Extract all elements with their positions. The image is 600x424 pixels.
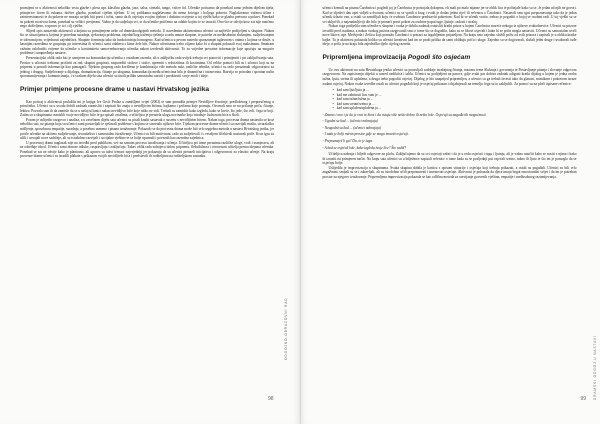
dialogue-line: - Prepoznaješ li ga? Da, to je tuga.: [322, 139, 373, 144]
dialogue-line: - Znamo i ono i ja da je vrat to život i da ostaju više nešto dobro ili nešto loše. Osjećaji su nagađa tih mogućnosti.: [322, 112, 487, 117]
list-item: • kad sam uplašen/uplašena ja ...: [332, 106, 382, 111]
left-page-content: [20, 6, 274, 159]
dialogue-line: - A kad se osjećaš loše, kako izgleda tvoje lice? Što radiš?: [322, 145, 407, 150]
running-section-label: ODGOJNO-OBRAZOVNI RAD: [284, 297, 288, 360]
right-page: [301, 0, 600, 424]
prompt-list: [323, 88, 577, 111]
paragraph: Učiteljica nabraja i bilježi odgovore na ploču. Zaključujemo da su svi osjećaji važni i da je u redu osjećati i tugu i ljutnju, ali je važno naučiti kako se nositi s njima i kako ih izraziti na primjeren način. Na kraju sata učenici su u bilježnice zapisali rečenice o tome kada su se posljednji put osjećali sretno, tužno ili ljuto te što im je pomoglo da se osjećaju bolje.: [322, 152, 577, 166]
list-item: • kad sam sretan/sretna ja ...: [332, 101, 375, 106]
list-item: • kad sam tužan/tužna ja ...: [332, 97, 374, 102]
dialogue-line: - I tada je bolji miran prostor gdje se mogu izraziti osjećaji.: [322, 132, 409, 137]
list-item: • kad me zabrinuti licu vam je ...: [332, 92, 382, 97]
paragraph: Nakon toga podijelila sam učenike u skupine i svaka je dobila zadatak osmisliti kratki prizor u kojem Čarobnica susreće nekoga iz njihove svakodnevice. Učenici su prizore izvodili pred ostalima, a nakon svakog prizora razgovarali smo o tome što se dogodilo, kako su se likovi osjećali i kako bi se priča mogla nastaviti. Učenici su samostalno uveli nove likove, npr. Medvjeda i Zečicu koji pomažu Čarobnici u potrazi za izgubljenim prijateljem. Na kraju smo zajedno složili priču od svih prizora i zapisali je u obliku kratke bajke. Ta je aktivnost pokazala koliko su učenici kreativni kad im se pruži prilika da sami oblikuju priču i uloge. Zajedno su se dogovarali, slušali jedni druge i uvažavali tuđe ideje, a priča je na kraju bila zajedničko djelo cijelog razreda.: [322, 24, 577, 47]
dialogue-line: - Ugodni su kad ... (učenici nabrajaju): [322, 119, 378, 124]
paragraph: Uz ovu aktivnost na satu Hrvatskoga jezika učenici su ponavljali sadržaje izražajnog čitanja, nastavu teme Slušanja i govorenja te Postavljanje pitanja i slovanje odgovora razgovorom. Na zapisivanju objekti u razred uzdiktica i tablu. Učenici su podijeljeni na parove, gdje svaki par dobiva zadatak odigrati kratki dijalog u kojem je jedna osoba tužna, ljuta, sretna ili uplašena, a druga treba pogoditi osjećaj. Dijalog je bio unaprijed pripremljen, a učenici su ga trebali izvesti tako da glasom, mimikom i pokretom izraze zadani osjećaj. Nakon svake izvedbe ostali su učenici pogađali koji je osjećaj prikazan i objašnjavali na temelju čega su to zaključili. Za pomoć su na ploči ispisane rečenice:: [322, 67, 577, 86]
list-item: • kad sam ljut/ljuta ja ...: [332, 88, 369, 93]
section-heading: [323, 54, 577, 62]
paragraph: učenici krenuli na pisanu Čarobnicu i pogledi joj je Čarobnica je postojala doknjena, eli mali po malo nijanse jer se oblik lica te počinjale kako su se. Je jedan od njih ne govori. Kad se sljedeći dan opet vidjeli u dvorani, učenici su se vratili u krug i svaki je dodao jednu riječ ili rečenicu o Čarobnici. Nastavili smo igru prepoznavanja tako da je jedan učenik izlazio van, a ostali su zamišljali koju će osobinu Čarobnice predstaviti pokretom. Kad bi se učenik vratio, trebao je pogoditi o kojoj se osobini radi. U toj vježbi su se svi uključili, a najzanimljiviji dio bilo je pronaći pravi pokret za osobine poput tuge, ljutnje, radosti i straha.: [322, 6, 577, 24]
running-section-label: DRAMSKI ODGOJ U NASTAVI: [592, 335, 597, 400]
paragraph: Kao poticaj u aktivnosti poslužila mi je knjiga Ive Grsić Prolaz u zamišljeni svijet (2002) te sam ponudila primjer Nevidljive životinje, predloženog i preporučenog u priručniku. Učenici su u uvodu dobili zadatak razmisliti i zapisati što znaju o nevidljivim bićima, bajkama i pričama koje poznaju. Osvrnuli smo se na pričanje priča, čitanje, lektiru. Pozvala sam ih da zamisle da se u našoj učionici nalazi nevidljivo biće koje nitko ne vidi. Trebali su zamisliti kako izgleda, kako se kreće, što jede, što voli, čega se boji. Zatim su u skupinama osmislili svoje nevidljivo biće te ga opisali ostalima, a učiteljica je preuzela ulogu novinarke koja istražuje čudnovata bića u školi.: [20, 99, 274, 118]
paragraph: Potom je uslijedio razgovor i analiza, a u završnom dijelu sata učenici su pisali kratki sastavak o susretu s nevidljivim bićem. Nakon toga, procesna drama nastavila se kroz nekoliko sati, uz pitanja koja su učenici sami postavljali te rješavali probleme s kojima se susretalo njihovo biće. Tijekom procesne drame učenici su razvijali maštu, stvaralačko mišljenje, sposobnost empatije, suradnju, a posebno usmeno i pisano izražavanje. Pokazalo se da procesna drama može biti vrlo uspješna metoda u nastavi Hrvatskog jezika, jer potiče učenike na aktivno sudjelovanje, stvaralaštvo i samostalno istraživanje. Učenici su bili motivirani, rado su sudjelovali i s veseljem iščekivali nastavak priče. Kroz igru su učili i usvajali nove sadržaje, ali su istodobno razvijali i socijalne vještine te se bolje upoznali i povezali kao razredna zajednica.: [20, 117, 274, 141]
paragraph: Prezentacijski oblik rada bio je usmjeren na komunikaciju učenika s ostatkom razreda, ali u zaključku rada uvijek trebaju svi ponoviti i primijeniti i pri zaključivanju sata. Prostor u učionici trebamo proširiti za rad, skupini grupirati, rasporediti stolove i stolce, opremiti s rekvizitima ili kostimima. Od velike pomoći bili su i učenici koji su na pripremi u ponudi informacija kao pomagači. Tijekom grupnog rada korištena je kombinacija više metoda rada, različite tehnike, učenici su rado preuzimali odgovornost za jednog i drugog. Sudjelovanje u dijalogu, dramatizacija, čitanje po ulogama, komunikacija među učenicima bila je dinamična i raznovrsna. Razvija se prirodan i spontan način sporazumijevanja i komuniciranja, i u svakom dijelu sata učenici su imali priliku samostalno razviti i predstaviti svoje misli i ideje.: [20, 56, 274, 79]
page-number: 98: [267, 396, 274, 402]
page-number: 99: [580, 396, 586, 402]
paragraph: promijeni se u aktivnosti nekoliko vrsta glazbe i plesa npr. klasična glazba, jazz, salsa, stretaki, tango, valcer itd. Učenike poticamo da ponekad samo jednim dijelom tijela, primjerice licem ili rukama, dožive glazbu, ponekad cijelim tijelom. U toj prilikama naglašavamo da nema krivoga i boljega pokreta. Naglašavamo važnost tišine i zainteresiranosti te da pokrete ne moraju uvijek biti pravi i točni, samo da ih osjećaju svojim tijelom i dodatno osvijeste u toj vježbi kako se glazba pretvara u pokret. Ponekad su pokreti na nivou šuma, ponekad su veliki i pretjerani. Važno je da sudjeluju svi, te da učenike potičemo na odabir kojim će se izraziti. Ono što se odvija kroz sat nije naučeno nego doživljeno, a upravo je to i cilj vježbe.: [20, 6, 274, 29]
paragraph: Slijedi opis nastavnih aktivnosti u kojima su primijenjene neke od dramskoodgojnih metoda. U navedenim aktivnostima učenici su najčešće podijeljeni u skupine. Nakon što se situacijama u kojima je potrebna suradnja, rješavanja problema, zajedničkog traženja rješenja u radu unutar skupine, te potrebe za međusobnim slušanjem, sudjelovanjem te tolerancijom, vrijednosti zajedništva. Skupine formiraju tako da funkcioniraju homogeno. Kad učenicu u prvom razredu sporazumjet uglavnom s onima s kojima se druže, u kasnijim razredima se grupiraju po interesima ili učenici sami odaberu s kime žele biti. Nakon učenicama treba ciljano kako bi u skupini pokazali svoj maksimum. Smatram važnim osloboditi vrijeme da učenike u kontinuitetu samovrednovanja učenika nakon izvršenih aktivnosti. To su vrijedne povratne informacije koje upućuju na moguće probleme i unapređenja nastave.: [20, 28, 274, 56]
section-heading-italic: Pogodi što osjećam: [407, 53, 471, 61]
paragraph: Uslijedila je improvizacija u skupinama. Svaka skupina dobila je karticu s opisom situacije i osjećaja koji trebaju prikazati, a ostali su pogađali. Učenici su bili vrlo angažirani, smijali su se i zabavljali, ali su istodobno učili prepoznavati i imenovati osjećaje. Aktivnost je pokazala da djeca imaju bogat emocionalni svijet i da im je potreban prostor za njegovo izražavanje. Pripremljena improvizacija pokazala se kao odlična metoda za razvijanje govornih vještina, empatije i međusobnog razumijevanja.: [322, 165, 577, 179]
section-heading: Primjer primjene procesne drame u nastavi Hrvatskog jezika: [20, 85, 210, 93]
right-page-content: [323, 6, 577, 179]
paragraph: U procesnoj drami naglasak nije na izvedbi pred publikom, već na samom procesu istraživanja i učenja. Učiteljica pri tome preuzima različite uloge, vodi i usmjerava, ali ne određuje ishod. Učenici sami donose odluke, raspravljaju i zaključuju. Takav oblik rada zahtijeva dobru pripremu, fleksibilnost i otvorenost učitelja prema idejama učenika. Ponekad se sat ne odvije kako je planirano, ali upravo su takvi trenuci najvrjedniji jer pokazuju da su učenici preuzeli inicijativu i odgovornost za vlastito učenje. Na kraju procesne drame učenici su izradili plakate s prikazom svojih nevidljivih bića i predstavili ih roditeljima na roditeljskom sastanku.: [20, 140, 274, 159]
section-heading-text: Pripremljena improvizacija: [322, 53, 408, 61]
dialogue-line: - Neugodni su kad ... (učenici nabrajaju): [322, 125, 382, 130]
